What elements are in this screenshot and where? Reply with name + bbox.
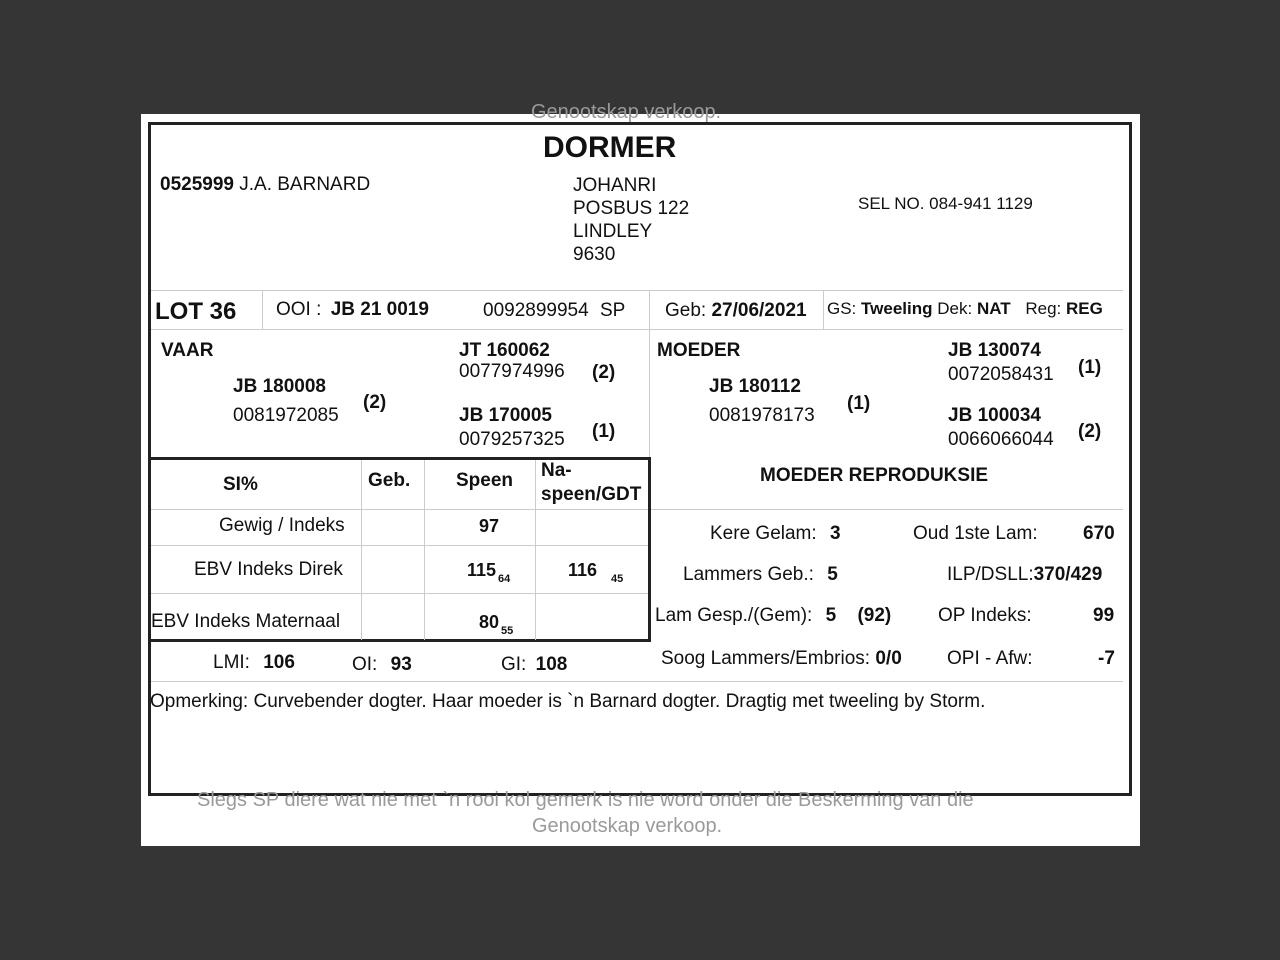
soog-label: Soog Lammers/Embrios: <box>661 648 871 669</box>
dam-id: JB 180112 <box>709 376 801 397</box>
lammers-geb-value: 5 <box>827 564 838 585</box>
lot-number: LOT 36 <box>155 298 237 325</box>
dam-sire-count: (1) <box>1078 357 1102 378</box>
oi-value: 93 <box>390 654 412 675</box>
si-header: SI% <box>223 474 258 495</box>
row-direk-speen-value: 115 <box>467 560 497 580</box>
lmi-index <box>213 652 295 674</box>
sire-dam-number: 0079257325 <box>459 429 565 450</box>
oud-label: Oud 1ste Lam: <box>913 523 1038 544</box>
lmi-value: 106 <box>263 652 295 673</box>
sire-label: VAAR <box>161 340 214 361</box>
gs-value: Tweeling <box>861 299 933 318</box>
kere-gelam-label: Kere Gelam: <box>710 523 817 544</box>
gi-index <box>501 654 567 676</box>
registration-line <box>483 300 625 322</box>
naspeen-header-line: speen/GDT <box>541 484 642 505</box>
row-gewig-speen: 97 <box>479 516 500 536</box>
ilp-value: 370/429 <box>1033 564 1103 585</box>
ilp-line <box>947 564 1102 586</box>
lammers-geb <box>683 564 838 586</box>
dam-dam-id: JB 100034 <box>948 405 1041 426</box>
naspeen-header-line: Na- <box>541 460 572 481</box>
dam-label: MOEDER <box>657 340 741 361</box>
dek-value: NAT <box>976 299 1011 318</box>
dam-dam-number: 0066066044 <box>948 429 1054 450</box>
lmi-label: LMI: <box>213 652 250 673</box>
address-line: JOHANRI <box>573 175 657 196</box>
remark: Opmerking: Curvebender dogter. Haar moeder is `n Barnard dogter. Dragtig met tweeling by Storm. <box>150 691 986 712</box>
oud-value: 670 <box>1083 523 1115 544</box>
gs-label: GS: <box>827 299 857 318</box>
address-block <box>573 174 689 266</box>
registration-number: 0092899954 <box>483 300 589 321</box>
address-line: POSBUS 122 <box>573 198 690 219</box>
geb-header: Geb. <box>368 470 411 491</box>
catalog-card <box>141 101 1140 846</box>
op-label: OP Indeks: <box>938 605 1032 626</box>
dam-sire-number: 0072058431 <box>948 364 1054 385</box>
lam-gesp-label: Lam Gesp./(Gem): <box>655 605 813 626</box>
row-direk-naspeen-accuracy: 45 <box>611 573 624 585</box>
opi-value: -7 <box>1098 648 1115 669</box>
row-direk-speen-accuracy: 64 <box>498 573 511 585</box>
soog-value: 0/0 <box>875 648 902 669</box>
breeder-number: 0525999 <box>160 174 234 195</box>
oi-label: OI: <box>352 654 378 675</box>
soog-lammers <box>661 648 902 670</box>
breeder-line <box>160 174 370 196</box>
row-direk-label: EBV Indeks Direk <box>194 559 343 580</box>
kere-gelam-value: 3 <box>829 523 841 544</box>
overflow-top-text: Genootskap verkoop. <box>531 101 722 123</box>
sire-number: 0081972085 <box>233 405 339 426</box>
reproduction-title: MOEDER REPRODUKSIE <box>760 465 989 486</box>
reg-value: REG <box>1066 299 1103 318</box>
breeder-name: J.A. BARNARD <box>239 174 371 195</box>
lam-gesp-average: (92) <box>857 605 892 626</box>
row-direk-naspeen-value: 116 <box>568 560 598 580</box>
sire-sire-id: JT 160062 <box>459 340 550 361</box>
lot-attributes <box>827 299 1103 319</box>
reg-label: Reg: <box>1025 299 1062 318</box>
sire-dam-id: JB 170005 <box>459 405 552 426</box>
row-direk-naspeen <box>568 560 624 585</box>
birth-date-label: Geb: <box>665 300 707 321</box>
dam-count: (1) <box>847 393 871 414</box>
row-gewig-label: Gewig / Indeks <box>219 515 345 536</box>
ooi-label: OOI : <box>276 299 322 320</box>
gi-label: GI: <box>501 654 527 675</box>
footer-note-line: Slegs SP diere wat nie met `n rooi kol gemerk is nie word onder die Beskerming van die <box>197 789 974 811</box>
dam-sire-id: JB 130074 <box>948 340 1041 361</box>
op-value: 99 <box>1093 605 1115 626</box>
footer-note-line: Genootskap verkoop. <box>532 815 723 837</box>
dam-number: 0081978173 <box>709 405 815 426</box>
dek-label: Dek: <box>937 299 973 318</box>
birth-date <box>665 300 807 322</box>
sire-sire-number: 0077974996 <box>459 361 565 382</box>
phone-number: SEL NO. 084-941 1129 <box>858 194 1033 213</box>
sire-dam-count: (1) <box>592 421 616 442</box>
oi-index <box>352 654 412 676</box>
birth-date-value: 27/06/2021 <box>711 300 807 321</box>
opi-label: OPI - Afw: <box>947 648 1033 669</box>
ooi-line <box>276 299 429 321</box>
breed-title: DORMER <box>543 131 677 164</box>
sire-count: (2) <box>363 392 387 413</box>
ilp-label: ILP/DSLL: <box>947 564 1034 585</box>
row-maternaal-speen <box>479 612 514 637</box>
speen-header: Speen <box>456 470 514 491</box>
sire-id: JB 180008 <box>233 376 326 397</box>
address-line: 9630 <box>573 244 616 265</box>
row-maternaal-label: EBV Indeks Maternaal <box>151 611 341 632</box>
registration-suffix: SP <box>599 300 626 321</box>
ooi-id: JB 21 0019 <box>330 299 429 320</box>
lam-gesp <box>655 605 891 627</box>
lammers-geb-label: Lammers Geb.: <box>683 564 814 585</box>
row-maternaal-speen-value: 80 <box>479 612 500 632</box>
lam-gesp-value: 5 <box>825 605 837 626</box>
row-direk-speen <box>467 560 511 585</box>
kere-gelam <box>710 523 841 545</box>
gi-value: 108 <box>535 654 568 675</box>
row-maternaal-speen-accuracy: 55 <box>501 625 514 637</box>
naspeen-header <box>541 459 641 507</box>
address-line: LINDLEY <box>573 221 653 242</box>
dam-dam-count: (2) <box>1078 421 1102 442</box>
sire-sire-count: (2) <box>592 362 616 383</box>
